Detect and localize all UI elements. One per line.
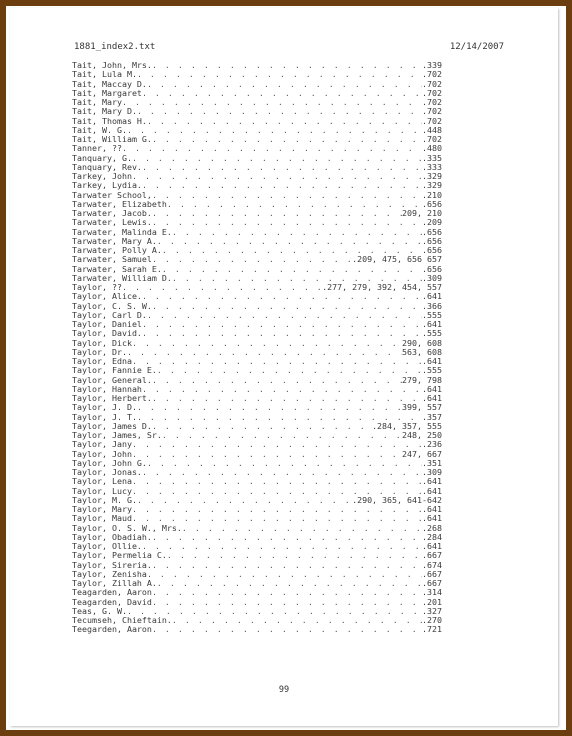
- entry-pages: 248, 250: [402, 430, 442, 440]
- dot-leader: [132, 339, 402, 348]
- entry-pages: .329: [422, 171, 442, 181]
- entry-name: Tait, W. G.: [72, 124, 127, 135]
- entry-pages: .209, 475, 656 657: [352, 254, 442, 265]
- entry-pages: .290, 365, 641-642: [352, 494, 442, 505]
- entry-name: Taylor, J. T.: [72, 411, 137, 422]
- dot-leader: [122, 283, 322, 292]
- entry-name: Tarwater, Mary A.: [72, 235, 157, 246]
- dot-leader: [137, 496, 352, 505]
- entry-pages: .357: [422, 411, 442, 422]
- dot-leader: [157, 366, 422, 375]
- entry-pages: .268: [422, 522, 442, 533]
- entry-pages: .366: [422, 300, 442, 311]
- entry-pages: .236: [422, 439, 442, 450]
- dot-leader: [152, 376, 402, 385]
- entry-pages: .555: [422, 365, 442, 376]
- entry-pages: .702: [422, 134, 442, 144]
- entry-pages: .702: [422, 115, 442, 126]
- dot-leader: [132, 154, 422, 163]
- entry-pages: .641: [422, 393, 442, 403]
- entry-name: Taylor, James D.: [72, 420, 152, 431]
- dot-leader: [152, 561, 422, 570]
- index-entry: [72, 625, 442, 634]
- dot-leader: [162, 431, 402, 440]
- entry-pages: .333: [422, 161, 442, 172]
- dot-leader: [132, 440, 422, 449]
- entry-pages: .641: [422, 485, 442, 496]
- dot-leader: [147, 459, 422, 468]
- entry-pages: .656: [422, 226, 442, 237]
- entry-name: Tarwater, Lewis.: [72, 217, 152, 228]
- header-date: 12/14/2007: [449, 42, 504, 52]
- entry-name: Taylor, Lena: [72, 476, 132, 487]
- entry-name: Tarwater, William D.: [72, 272, 172, 283]
- dot-leader: [137, 403, 402, 412]
- entry-name: Taylor, ??: [72, 282, 122, 292]
- dot-leader: [132, 450, 402, 459]
- dot-leader: [147, 117, 422, 126]
- dot-leader: [122, 144, 422, 153]
- entry-name: Taylor, Carl D.: [72, 309, 147, 320]
- entry-name: Teegarden, Aaron: [72, 624, 152, 635]
- dot-leader: [127, 126, 422, 135]
- entry-pages: .270: [422, 615, 442, 625]
- index-entry: [72, 598, 442, 607]
- entry-pages: .327: [422, 605, 442, 616]
- entry-name: Taylor, Dr.: [72, 346, 127, 357]
- dot-leader: [167, 551, 422, 560]
- entry-name: Taylor, Fannie E.: [72, 365, 157, 376]
- dot-leader: [142, 89, 422, 98]
- entry-name: Taylor, Sireria.: [72, 559, 152, 570]
- dot-leader: [142, 181, 422, 190]
- entry-name: Taylor, Obadiah.: [72, 531, 152, 542]
- entry-pages: .702: [422, 106, 442, 117]
- dot-leader: [142, 320, 422, 329]
- entry-pages: 399, 557: [402, 402, 442, 413]
- entry-pages: .656: [422, 198, 442, 209]
- entry-name: Teagarden, Aaron: [72, 587, 152, 598]
- entry-pages: .555: [422, 309, 442, 320]
- dot-leader: [152, 422, 372, 431]
- entry-pages: .284: [422, 531, 442, 542]
- dot-leader: [147, 311, 422, 320]
- entry-name: Taylor, Dick: [72, 337, 132, 348]
- index-entry: [72, 135, 442, 144]
- entry-name: Taylor, Mary: [72, 504, 132, 514]
- dot-leader: [132, 172, 422, 181]
- dot-leader: [147, 80, 422, 89]
- dot-leader: [152, 533, 422, 542]
- dot-leader: [152, 191, 422, 200]
- dot-leader: [152, 598, 422, 607]
- entry-name: Tait, Lula M.: [72, 69, 137, 80]
- entry-pages: .641: [422, 504, 442, 514]
- entry-pages: .209: [422, 217, 442, 228]
- dot-leader: [147, 570, 422, 579]
- entry-name: Tait, John, Mrs.: [72, 60, 152, 70]
- entry-pages: 290, 608: [402, 337, 442, 348]
- dot-leader: [167, 200, 422, 209]
- entry-name: Tarwater, Malinda E.: [72, 226, 172, 237]
- entry-pages: .329: [422, 180, 442, 191]
- entry-name: Tait, Maccay D.: [72, 78, 147, 89]
- entry-name: Taylor, James, Sr.: [72, 430, 162, 440]
- dot-leader: [137, 107, 422, 116]
- dot-leader: [152, 588, 422, 597]
- entry-name: Taylor, John G.: [72, 457, 147, 468]
- entry-pages: .284, 357, 555: [372, 420, 442, 431]
- entry-pages: .656: [422, 263, 442, 274]
- entry-name: Taylor, Zenisha: [72, 568, 147, 579]
- dot-leader: [152, 218, 422, 227]
- entry-pages: .656: [422, 245, 442, 255]
- dot-leader: [142, 292, 422, 301]
- entry-pages: .448: [422, 124, 442, 135]
- entry-name: Taylor, General.: [72, 374, 152, 385]
- dot-leader: [142, 329, 422, 338]
- dot-leader: [157, 579, 422, 588]
- entry-name: Tait, Mary: [72, 97, 122, 107]
- entry-name: Taylor, David.: [72, 328, 142, 339]
- entry-pages: .641: [422, 541, 442, 551]
- entry-name: Taylor, Maud: [72, 513, 132, 524]
- entry-pages: .641: [422, 319, 442, 329]
- entry-pages: .641: [422, 513, 442, 524]
- dot-leader: [152, 394, 422, 403]
- dot-leader: [142, 163, 422, 172]
- entry-pages: .339: [422, 60, 442, 70]
- entry-name: Tarkey, John: [72, 171, 132, 181]
- dot-leader: [162, 265, 422, 274]
- entry-pages: 209, 210: [402, 208, 442, 218]
- entry-name: Taylor, Zillah A.: [72, 578, 157, 588]
- dot-leader: [152, 255, 352, 264]
- index-list: [72, 61, 442, 635]
- entry-pages: .674: [422, 559, 442, 570]
- dot-leader: [132, 477, 422, 486]
- document-page: [10, 8, 558, 726]
- entry-name: Taylor, J. D.: [72, 402, 137, 413]
- entry-pages: .702: [422, 78, 442, 89]
- entry-pages: .314: [422, 587, 442, 598]
- dot-leader: [152, 61, 422, 70]
- entry-name: Taylor, M. G.: [72, 494, 137, 505]
- entry-name: Taylor, Permelia C.: [72, 550, 167, 561]
- entry-name: Tanquary, Rev.: [72, 161, 142, 172]
- entry-name: Teas, G. W.: [72, 605, 127, 616]
- entry-pages: 247, 667: [402, 448, 442, 459]
- entry-pages: .641: [422, 356, 442, 366]
- dot-leader: [172, 228, 422, 237]
- dot-leader: [137, 70, 422, 79]
- index-entry: [72, 339, 442, 348]
- dot-leader: [142, 468, 422, 477]
- dot-leader: [157, 237, 422, 246]
- entry-pages: .335: [422, 152, 442, 163]
- entry-pages: 279, 798: [402, 374, 442, 385]
- entry-pages: .641: [422, 476, 442, 487]
- page-header: [74, 42, 504, 52]
- entry-name: Taylor, Hannah: [72, 383, 142, 394]
- entry-name: Tarwater, Polly A.: [72, 245, 162, 255]
- entry-pages: .667: [422, 550, 442, 561]
- entry-name: Taylor, C. S. W.: [72, 300, 152, 311]
- entry-name: Tait, Thomas H.: [72, 115, 147, 126]
- entry-name: Tanner, ??: [72, 143, 122, 154]
- entry-name: Taylor, Ollie.: [72, 541, 142, 551]
- entry-pages: .309: [422, 272, 442, 283]
- dot-leader: [152, 302, 422, 311]
- entry-pages: 563, 608: [402, 346, 442, 357]
- entry-pages: .656: [422, 235, 442, 246]
- dot-leader: [122, 98, 422, 107]
- entry-name: Tarwater, Elizabeth: [72, 198, 167, 209]
- entry-name: Tarwater, Jacob.: [72, 208, 152, 218]
- dot-leader: [152, 625, 422, 634]
- entry-name: Taylor, Jany: [72, 439, 132, 450]
- entry-name: Tait, Margaret: [72, 87, 142, 98]
- dot-leader: [172, 616, 422, 625]
- dot-leader: [132, 505, 422, 514]
- index-entry: [72, 89, 442, 98]
- entry-pages: .641: [422, 383, 442, 394]
- entry-pages: .277, 279, 392, 454, 557: [322, 282, 442, 292]
- index-entry: [72, 117, 442, 126]
- entry-pages: .702: [422, 97, 442, 107]
- entry-name: Taylor, Daniel: [72, 319, 142, 329]
- dot-leader: [132, 357, 422, 366]
- entry-name: Taylor, John: [72, 448, 132, 459]
- entry-name: Teagarden, David: [72, 596, 152, 607]
- entry-name: Tait, Mary D.: [72, 106, 137, 117]
- dot-leader: [182, 524, 422, 533]
- entry-name: Tait, William G.: [72, 134, 152, 144]
- page-number: 99: [278, 685, 290, 695]
- entry-pages: .702: [422, 87, 442, 98]
- entry-pages: .555: [422, 328, 442, 339]
- dot-leader: [127, 348, 402, 357]
- dot-leader: [142, 385, 422, 394]
- entry-name: Tecumseh, Chieftain.: [72, 615, 172, 625]
- entry-pages: .309: [422, 467, 442, 477]
- dot-leader: [152, 135, 422, 144]
- entry-pages: .641: [422, 291, 442, 302]
- entry-pages: .201: [422, 596, 442, 607]
- entry-pages: .351: [422, 457, 442, 468]
- entry-pages: .702: [422, 69, 442, 80]
- entry-name: Taylor, O. S. W., Mrs.: [72, 522, 182, 533]
- entry-name: Tanquary, G.: [72, 152, 132, 163]
- entry-name: Tarwater School,: [72, 189, 152, 200]
- entry-name: Tarwater, Sarah E.: [72, 263, 162, 274]
- entry-pages: .480: [422, 143, 442, 154]
- entry-name: Taylor, Edna: [72, 356, 132, 366]
- entry-name: Tarwater, Samuel: [72, 254, 152, 265]
- entry-name: Taylor, Herbert.: [72, 393, 152, 403]
- dot-leader: [142, 542, 422, 551]
- dot-leader: [152, 209, 402, 218]
- entry-pages: .210: [422, 189, 442, 200]
- entry-name: Taylor, Jonas.: [72, 467, 142, 477]
- entry-name: Taylor, Alice.: [72, 291, 142, 302]
- entry-pages: .667: [422, 568, 442, 579]
- file-name: 1881_index2.txt: [74, 42, 156, 52]
- entry-name: Tarkey, Lydia.: [72, 180, 142, 191]
- entry-pages: .721: [422, 624, 442, 635]
- entry-name: Taylor, Lucy: [72, 485, 132, 496]
- entry-pages: .667: [422, 578, 442, 588]
